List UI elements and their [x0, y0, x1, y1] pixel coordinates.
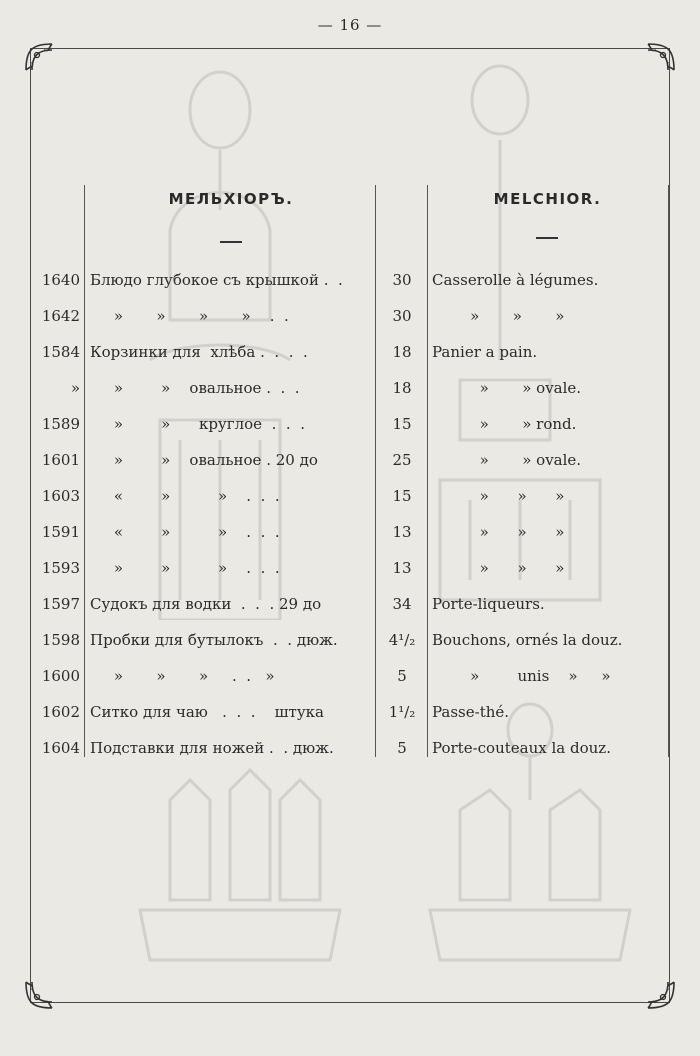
table-row	[0, 478, 700, 514]
item-name-ru: Корзинки для хлѣба . . . .	[90, 343, 308, 361]
item-number: 1584	[41, 343, 80, 361]
corner-ornament-icon	[644, 978, 678, 1012]
item-name-ru: « » » . . .	[90, 487, 280, 505]
item-name-fr: » » ovale.	[432, 379, 582, 397]
item-name-ru: Ситко для чаю . . . штука	[90, 703, 325, 721]
item-name-fr: » » »	[432, 487, 565, 505]
item-price: 13	[392, 523, 412, 541]
table-row	[0, 370, 700, 406]
item-number: 1589	[41, 415, 80, 433]
corner-ornament-icon	[644, 40, 678, 74]
item-name-fr: » » ovale.	[432, 451, 582, 469]
item-number: 1591	[41, 523, 80, 541]
corner-ornament-icon	[22, 978, 56, 1012]
table-row	[0, 442, 700, 478]
table-row	[0, 262, 700, 298]
item-name-fr: » » »	[432, 523, 565, 541]
item-price: 30	[392, 271, 412, 289]
item-name-ru: Пробки для бутылокъ . . дюж.	[90, 631, 338, 649]
item-name-ru: » » » . . .	[90, 559, 280, 577]
item-name-ru: Блюдо глубокое съ крышкой . .	[90, 271, 343, 289]
table-row	[0, 334, 700, 370]
table-row	[0, 514, 700, 550]
item-price: 18	[392, 379, 412, 397]
item-number: 1603	[41, 487, 80, 505]
heading-dash	[220, 241, 242, 243]
item-price: 4¹/₂	[388, 631, 416, 649]
table-row	[0, 730, 700, 766]
item-price: 25	[392, 451, 412, 469]
item-price: 13	[392, 559, 412, 577]
item-price: 5	[397, 739, 407, 757]
item-price: 30	[392, 307, 412, 325]
item-price: 15	[392, 415, 412, 433]
item-price: 5	[397, 667, 407, 685]
item-number: »	[70, 379, 80, 397]
heading-dash	[536, 237, 558, 239]
item-price: 34	[392, 595, 412, 613]
item-name-ru: » » » » . .	[90, 307, 289, 325]
item-number: 1602	[41, 703, 80, 721]
table-row	[0, 694, 700, 730]
table-row	[0, 298, 700, 334]
item-name-ru: Подставки для ножей . . дюж.	[90, 739, 334, 757]
table-row	[0, 586, 700, 622]
item-price: 15	[392, 487, 412, 505]
item-number: 1604	[41, 739, 80, 757]
item-name-ru: « » » . . .	[90, 523, 280, 541]
item-price: 18	[392, 343, 412, 361]
item-name-fr: Porte-couteaux la douz.	[432, 739, 611, 757]
item-name-ru: Судокъ для водки . . . 29 до	[90, 595, 322, 613]
item-number: 1597	[41, 595, 80, 613]
item-name-fr: Passe-thé.	[432, 703, 510, 721]
item-name-fr: Casserolle à légumes.	[432, 271, 599, 289]
item-name-ru: » » овальное . 20 до	[90, 451, 318, 469]
item-number: 1640	[41, 271, 80, 289]
table-row	[0, 622, 700, 658]
item-name-fr: » » »	[432, 307, 565, 325]
heading-french: MELCHIOR.	[493, 190, 602, 208]
item-name-fr: » » rond.	[432, 415, 577, 433]
item-name-ru: » » овальное . . .	[90, 379, 300, 397]
item-price: 1¹/₂	[388, 703, 416, 721]
item-name-fr: » unis » »	[432, 667, 611, 685]
item-number: 1642	[41, 307, 80, 325]
item-number: 1601	[41, 451, 80, 469]
item-name-fr: » » »	[432, 559, 565, 577]
item-name-ru: » » » . . »	[90, 667, 275, 685]
corner-ornament-icon	[22, 40, 56, 74]
item-number: 1593	[41, 559, 80, 577]
heading-russian: МЕЛЬХІОРЪ.	[168, 190, 294, 208]
item-number: 1600	[41, 667, 80, 685]
item-name-fr: Panier a pain.	[432, 343, 538, 361]
item-name-fr: Porte-liqueurs.	[432, 595, 545, 613]
table-row	[0, 406, 700, 442]
table-row	[0, 550, 700, 586]
item-number: 1598	[41, 631, 80, 649]
item-name-ru: » » круглое . . .	[90, 415, 305, 433]
item-name-fr: Bouchons, ornés la douz.	[432, 631, 623, 649]
table-row	[0, 658, 700, 694]
page-number: — 16 —	[317, 16, 383, 34]
